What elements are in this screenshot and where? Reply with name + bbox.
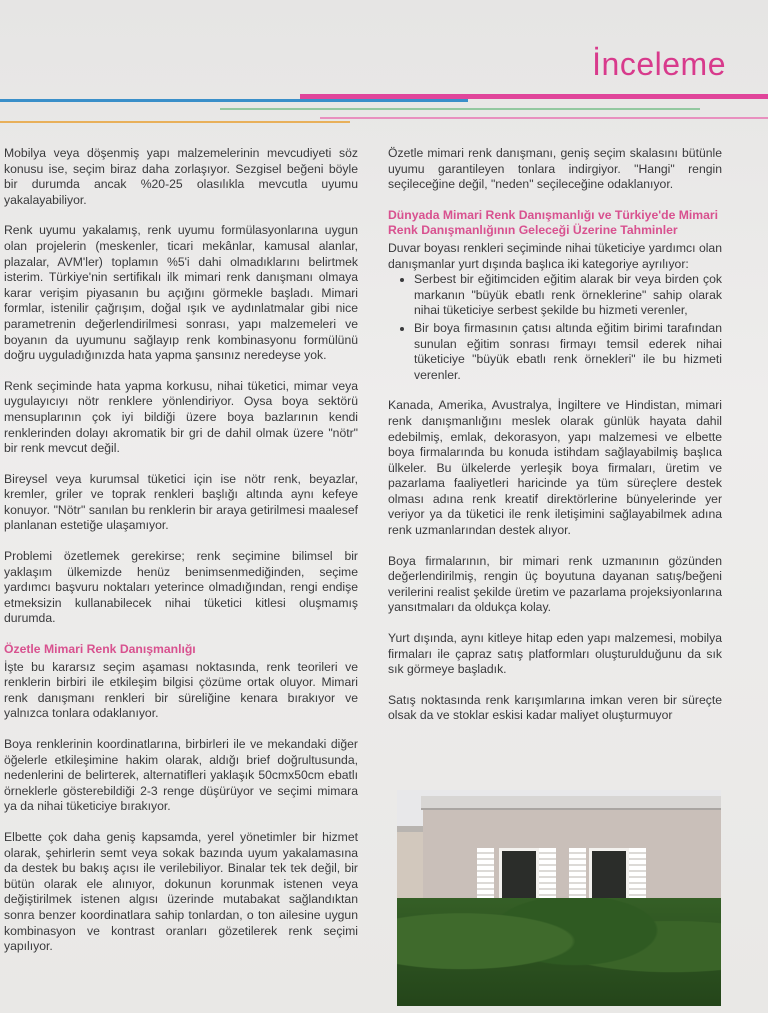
- subheading: Dünyada Mimari Renk Danışmanlığı ve Türkiye'de Mimari Renk Danışmanlığının Geleceği Üzerine Tahminler: [388, 207, 719, 238]
- paragraph: Duvar boyası renkleri seçiminde nihai tüketiciye yardımcı olan danışmanlar yurt dışında başlıca iki kategoriye ayrılıyor:: [388, 240, 722, 271]
- photo-hedge: [397, 898, 721, 1006]
- header-rule-orange: [0, 121, 350, 123]
- paragraph: Satış noktasında renk karışımlarına imkan veren bir süreçte olsak da ve stoklar eskisi kadar maliyet oluşturmuyor: [388, 692, 722, 723]
- paragraph: Boya renklerinin koordinatlarına, birbirleri ile ve mekandaki diğer öğelerle etkileşimine hakim olarak, aldığı brief doğrultusunda, nedenlerini de belirterek, alternatifleri yaklaşık 50cmx50cm ebatlı örneklerle gösterebildiği 2-3 renge düşürüyor ve seçimi mimara ya da nihai tüketiciye bırakıyor.: [4, 737, 358, 814]
- paragraph: İşte bu kararsız seçim aşaması noktasında, renk teorileri ve renklerin birbiri ile etkileşim bilgisi çözüme ortak oluyor. Mimari renk danışmanı renkleri bir süreliğine kenara bırakıyor ve yalnızca tonlara odaklanıyor.: [4, 659, 358, 721]
- list-item: • Bir boya firmasının çatısı altında eğitim birimi tarafından sunulan eğitim sonrası firmayı temsil ederek nihai tüketiciye "büyük ebatlı renk örnekleri" ile bu hizmeti verenler.: [414, 321, 722, 383]
- building-photo: [397, 790, 721, 1006]
- paragraph: Elbette çok daha geniş kapsamda, yerel yönetimler bir hizmet olarak, şehirlerin semt veya sokak bazında uyum yakalamasına da destek bu bakış açısı ile verilebiliyor. Binalar tek tek değil, bir bütün olarak ele alınıyor, dokunun korunmak istenen veya değiştirilmek istenen algısı üzerinde mutabakat sağlandıktan sonra benzer koordinatlara sahip tonlardan, o ton ailesine uygun kombinasyon ve kontrast oranları gözetilerek renk seçimi yapılıyor.: [4, 829, 358, 954]
- paragraph: Renk uyumu yakalamış, renk uyumu formülasyonlarına uygun olan projelerin (meskenler, ticari mekânlar, kamusal alanlar, plazalar, AVM'ler) toplamın %5'i dahi olmadıklarını belirtmek isterim. Türkiye'nin sertifikalı ilk mimari renk danışmanı olmaya karar verişim piyasanın bu açığını görmekle başladı. Mimari formlar, istenilir çağrışım, doğal ışık ve aydınlatmalar gibi nice parametrenin değerlendirilmesi sonrası, yapı malzemeleri ve boyanın da uyumunu sağlayıp renk kombinasyonu formülünü doğru uyguladığınızda hata yapma şansınız neredeyse yok.: [4, 223, 358, 363]
- paragraph: Renk seçiminde hata yapma korkusu, nihai tüketici, mimar veya uygulayıcıyı nötr renklere yönlendiriyor. Oysa boya sektörü mensuplarının çok iyi bildiği üzere boya bazlarının kendi renklerinden dolayı akromatik bir gri de dahil olmak üzere "nötr" bir renk mevcut değil.: [4, 378, 358, 456]
- paragraph: Bireysel veya kurumsal tüketici için ise nötr renk, beyazlar, kremler, griler ve toprak renkleri başlığı altında aynı kefeye konuyor. "Nötr" sanılan bu renklerin bir araya getirilmesi maalesef planlanan estetiğe ulaşamıyor.: [4, 471, 358, 533]
- paragraph: Problemi özetlemek gerekirse; renk seçimine bilimsel bir yaklaşım ülkemizde henüz benimsenmediğinden, seçime yardımcı başvuru noktaları yeterince olmadığından, rengi endişe etmeksizin kullanabilecek nihai tüketici kitlesi oluşmamış durumda.: [4, 549, 358, 626]
- list-item: • Serbest bir eğitimciden eğitim alarak bir veya birden çok markanın "büyük ebatlı renk örneklerine" sahip olarak nihai tüketiciye serbest şekilde bu hizmeti verenler,: [414, 272, 722, 319]
- photo-roof: [421, 796, 721, 810]
- left-column: [4, 146, 358, 970]
- right-column: [388, 146, 722, 739]
- header-rule-blue: [0, 99, 468, 102]
- paragraph: Yurt dışında, aynı kitleye hitap eden yapı malzemesi, mobilya firmaları ile çapraz satış platformları oluşturulduğunu da sık sık görmeye başladık.: [388, 631, 722, 677]
- paragraph: Mobilya veya döşenmiş yapı malzemelerinin mevcudiyeti söz konusu ise, seçim biraz daha zorlaşıyor. Sezgisel beğeni böyle bir durumda ancak %20-25 olasılıkla mevcutla uyumu yakalayabiliyor.: [4, 146, 358, 207]
- paragraph: Özetle mimari renk danışmanı, geniş seçim skalasını bütünle uyumu garantileyen tonlara indirgiyor. "Hangi" rengin seçileceğine değil, "neden" seçileceğine odaklanıyor.: [388, 146, 722, 192]
- header-rule-green: [220, 108, 700, 110]
- section-title: İnceleme: [592, 46, 726, 82]
- paragraph: Boya firmalarının, bir mimari renk uzmanının gözünden değerlendirilmiş, rengin üç boyutuna dayanan satış/beğeni verilerini realist şekilde üretim ve pazarlama projeksiyonlarına yansıtmaları da oldukça kolay.: [388, 553, 722, 615]
- bullet-list: [388, 272, 722, 383]
- header-rule-pink: [320, 117, 768, 119]
- subheading: Özetle Mimari Renk Danışmanlığı: [4, 642, 196, 657]
- paragraph: Kanada, Amerika, Avustralya, İngiltere ve Hindistan, mimari renk danışmanlığını meslek olarak günlük hayata dahil edebilmiş, emlak, dekorasyon, yapı malzemesi ve elbette boya firmalarında bu konuda istihdam sağlayabilmiş başlıca ülkeler. Bu ülkelerde yerleşik boya firmaları, üretim ve pazarlama faaliyetleri haricinde ya tüm süreçlere destek olması adına renk kreatif direktörlerine bünyelerinde yer veriyor ya da tüketici ile renk iletişimini sağlayabilmek adına renk uzmanlarından destek alıyor.: [388, 398, 722, 538]
